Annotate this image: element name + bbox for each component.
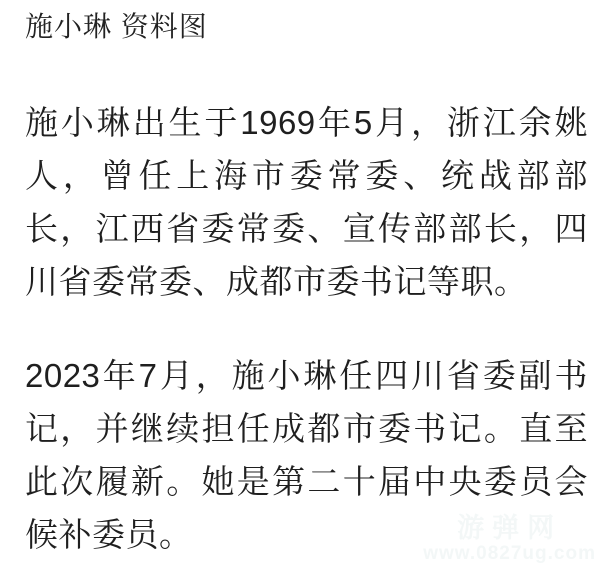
watermark-site-url: www.0827ug.com [423, 543, 596, 564]
article-paragraph-1: 施小琳出生于1969年5月，浙江余姚人，曾任上海市委常委、统战部部长，江西省委常委、宣传部部长，四川省委常委、成都市委书记等职。 [25, 104, 588, 300]
article-paragraph-2: 2023年7月，施小琳任四川省委副书记，并继续担任成都市委书记。直至此次履新。她是第二十届中央委员会候补委员。 [25, 357, 588, 553]
photo-caption: 施小琳 资料图 [25, 11, 208, 42]
watermark-site-name: 游弹网 [457, 513, 563, 543]
